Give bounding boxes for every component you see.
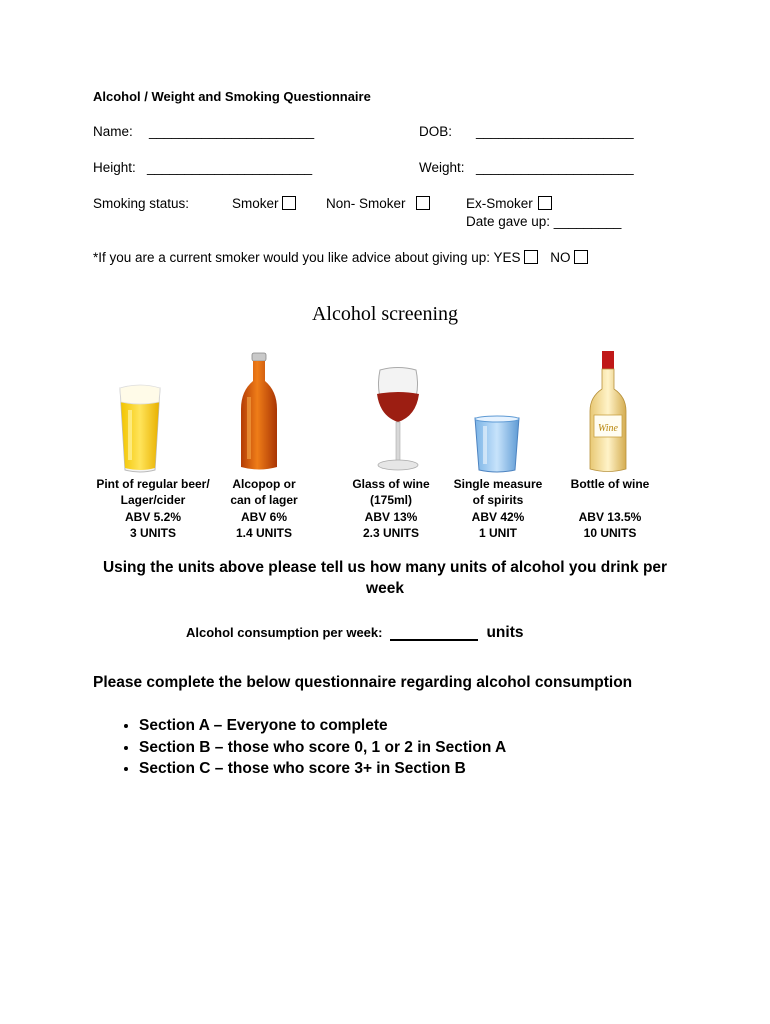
questionnaire-intro: Please complete the below questionnaire regarding alcohol consumption <box>93 674 633 691</box>
dob-label: DOB: <box>419 124 453 139</box>
smoking-status-label: Smoking status: <box>93 196 190 211</box>
non-smoker-label: Non- Smoker <box>326 196 406 211</box>
smoker-checkbox[interactable] <box>282 196 296 210</box>
date-gave-up-field[interactable]: Date gave up: _________ <box>466 214 622 229</box>
form-title: Alcohol / Weight and Smoking Questionnaire <box>93 89 371 104</box>
advice-question-text: *If you are a current smoker would you like advice about giving up: YES <box>93 250 521 265</box>
drink-caption-spirits: Single measure of spirits ABV 42% 1 UNIT <box>453 477 543 540</box>
advice-no-checkbox[interactable] <box>574 250 588 264</box>
beer-pint-image <box>115 380 165 475</box>
spirits-glass-image <box>472 414 522 474</box>
non-smoker-option[interactable] <box>326 196 430 211</box>
units-label: units <box>486 624 524 641</box>
weight-label: Weight: <box>419 160 465 175</box>
advice-yes-checkbox[interactable] <box>524 250 538 264</box>
advice-question <box>93 250 588 265</box>
section-c-item: • Section C – those who score 3+ in Section B <box>139 758 506 780</box>
consumption-row <box>186 624 524 642</box>
name-label: Name: <box>93 124 133 139</box>
drink-caption-wine-bottle: Bottle of wine ABV 13.5% 10 UNITS <box>570 477 650 540</box>
weight-field[interactable]: _____________________ <box>476 160 634 175</box>
smoker-label: Smoker <box>232 196 279 211</box>
sections-list <box>112 715 506 780</box>
units-question-line2: week <box>366 580 404 597</box>
wine-label-text: Wine <box>598 423 618 434</box>
consumption-label: Alcohol consumption per week: <box>186 625 383 640</box>
drink-caption-alcopop: Alcopop or can of lager ABV 6% 1.4 UNITS <box>230 477 298 540</box>
section-b-item: • Section B – those who score 0, 1 or 2 in Section A <box>139 737 506 759</box>
dob-field[interactable]: _____________________ <box>476 124 634 139</box>
height-field[interactable]: ______________________ <box>147 160 313 175</box>
wine-bottle-image <box>586 349 630 475</box>
alcopop-bottle-image <box>237 351 281 473</box>
drink-caption-beer: Pint of regular beer/ Lager/cider ABV 5.2% 3 UNITS <box>96 477 210 540</box>
height-label: Height: <box>93 160 136 175</box>
consumption-input-line[interactable] <box>390 629 478 641</box>
ex-smoker-checkbox[interactable] <box>538 196 552 210</box>
units-question <box>0 557 770 599</box>
smoker-option[interactable] <box>232 196 296 211</box>
section-a-item: • Section A – Everyone to complete <box>139 715 506 737</box>
ex-smoker-option[interactable] <box>466 196 552 211</box>
wine-glass-image <box>370 364 426 474</box>
drink-caption-wine-glass: Glass of wine (175ml) ABV 13% 2.3 UNITS <box>352 477 430 540</box>
non-smoker-checkbox[interactable] <box>416 196 430 210</box>
alcohol-screening-heading: Alcohol screening <box>311 303 459 325</box>
units-question-line1: Using the units above please tell us how many units of alcohol you drink per <box>102 559 668 576</box>
advice-no-label: NO <box>550 250 571 265</box>
name-field[interactable]: ______________________ <box>149 124 315 139</box>
ex-smoker-label: Ex-Smoker <box>466 196 533 211</box>
